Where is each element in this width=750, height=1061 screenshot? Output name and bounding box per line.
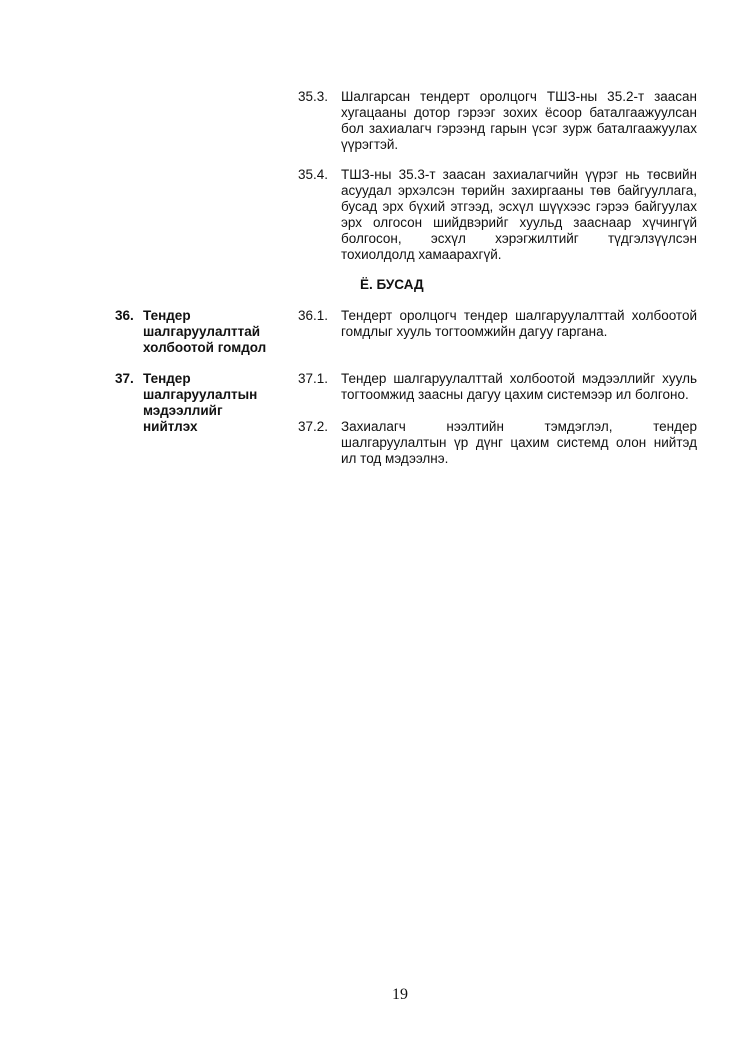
text-line: бол захиалагч гэрээнд гарын үсэг зурж баталгаажуулах [341,121,697,136]
article-title [143,371,285,435]
text-line: мэдээллийг [143,403,223,418]
text-line: тохиолдолд хамаарахгүй. [341,247,502,262]
text-line: ТШЗ-ны 35.3-т заасан захиалагчийн үүрэг нь төсвийн [341,167,697,182]
text-line: үүрэгтэй. [341,137,399,152]
article-36-heading [115,308,285,356]
article-number: 37. [115,371,134,386]
text-line: шалгаруулалтын үр дүнг цахим системд олон нийтэд [341,435,697,450]
clause-number: 36.1. [298,308,329,323]
clause-number: 35.4. [298,167,329,182]
clause-text [341,89,697,153]
text-line: Шалгарсан тендерт оролцогч ТШЗ-ны 35.2-т заасан [341,89,697,104]
clause-text [341,419,697,467]
clause-text [341,308,697,340]
text-line: бусад эрх бүхий этгээд, эсхүл шүүхээс гэрээ байгуулах [341,199,697,214]
article-37-heading [115,371,285,435]
clause-35-3 [298,89,697,153]
text-line: Тендер [143,308,191,323]
text-line: эрх олгосон шийдвэрийг хуульд зааснаар хүчингүй [341,215,697,230]
page-number: 19 [392,986,408,1003]
text-line: хугацааны дотор гэрээг зохих ёсоор баталгаажуулсан [341,105,697,120]
clause-37-2 [298,419,697,467]
clause-37-1 [298,371,697,403]
article-title [143,308,285,356]
text-line: тогтоомжид заасны дагуу цахим системээр ил болгоно. [341,387,689,402]
clause-36-1 [298,308,697,340]
article-number: 36. [115,308,134,323]
text-line: Тендерт оролцогч тендер шалгаруулалттай холбоотой [341,308,697,323]
clause-text [341,167,697,263]
text-line: ил тод мэдээлнэ. [341,451,449,466]
text-line: Тендер шалгаруулалттай холбоотой мэдээллийг хууль [341,371,697,386]
clause-number: 37.2. [298,419,329,434]
clause-number: 35.3. [298,89,329,104]
text-line: холбоотой гомдол [143,340,267,355]
text-line: Тендер [143,371,191,386]
section-heading: Ё. БУСАД [360,277,424,292]
text-line: шалгаруулалтын [143,387,258,402]
text-line: гомдлыг хууль тогтоомжийн дагуу гаргана. [341,324,608,339]
text-line: асуудал эрхэлсэн төрийн захиргааны төв байгууллага, [341,183,697,198]
text-line: нийтлэх [143,419,198,434]
clause-number: 37.1. [298,371,329,386]
clause-text [341,371,697,403]
clause-35-4 [298,167,697,263]
text-line: шалгаруулалттай [143,324,261,339]
text-line: Захиалагч нээлтийн тэмдэглэл, тендер [341,419,697,434]
text-line: болгосон, эсхүл хэрэгжилтийг түдгэлзүүлсэн [341,231,697,246]
